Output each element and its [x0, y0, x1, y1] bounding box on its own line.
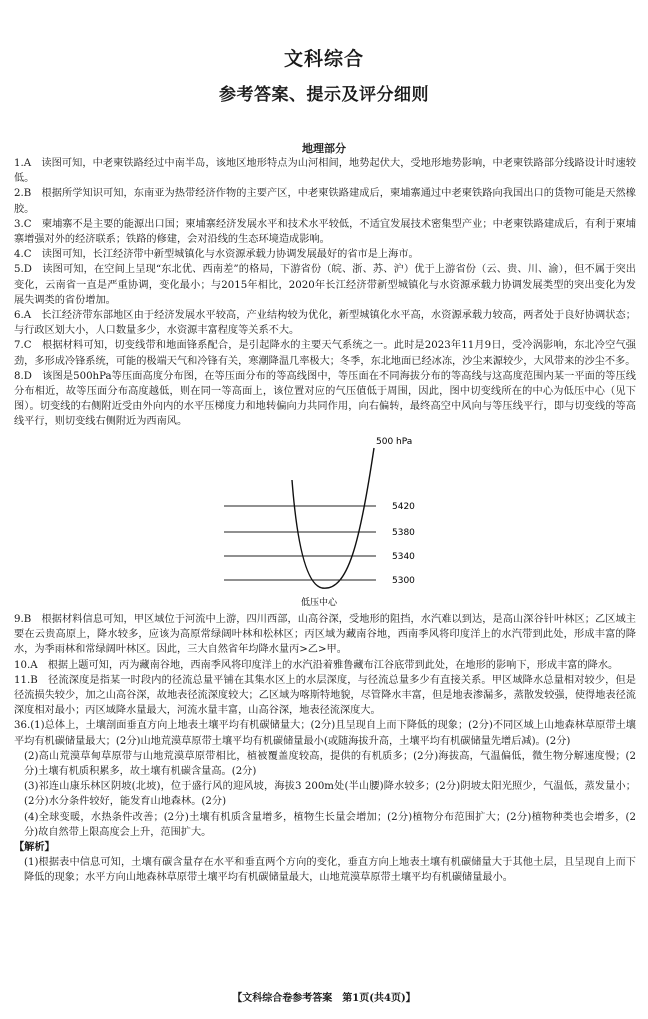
contour-label-3: 5340	[392, 552, 415, 562]
contour-label-4: 5300	[392, 576, 415, 586]
answer-10: 10.A 根据上题可知，丙为藏南谷地，西南季风将印度洋上的水汽沿着雅鲁藏布江谷底带到此处，在地形的影响下，形成丰富的降水。	[14, 659, 619, 671]
answer-36-part4: (4)全球变暖，水热条件改善；(2分)土壤有机质含量增多，植物生长量会增加；(2分)植物分布范围扩大；(2分)植物种类也会增多，(2分)故自然带上限高度会上升，范围扩大。	[24, 811, 636, 838]
trough-curve	[292, 448, 374, 588]
low-pressure-center-label: 低压中心	[301, 598, 338, 608]
answer-36-part1: 36.(1)总体上，土壤剖面垂直方向上地表土壤平均有机碳储量大；(2分)且呈现自上而下降低的现象；(2分)不同区域上山地森林草原带土壤平均有机碳储量最大；(2分)山地荒漠草原带土壤平均有机碳储量最小(或随海拔升高，土壤平均有机碳储量先增后减)。(2分)	[14, 720, 636, 747]
answers-mid	[14, 612, 636, 886]
contour-label-2: 5380	[392, 528, 415, 538]
analysis-text: (1)根据表中信息可知，土壤有碳含量存在水平和垂直两个方向的变化，垂直方向上地表土壤有机碳储量大于其他土层，且呈现自上而下降低的现象；水平方向山地森林草原带土壤平均有机碳储量最大，山地荒漠草原带土壤平均有机碳储量最小。	[24, 857, 636, 884]
answer-3: 3.C 柬埔寨不是主要的能源出口国；柬埔寨经济发展水平和技术水平较低，不适宜发展技术密集型产业；中老柬铁路建成后，有利于柬埔寨增强对外的经济联系；铁路的修建，会对沿线的生态环境造成影响。	[14, 218, 636, 246]
answer-4: 4.C 读图可知，长江经济带中新型城镇化与水资源承载力协调发展最好的省市是上海市。	[14, 249, 419, 261]
pressure-label: 500 hPa	[376, 437, 413, 447]
section-title: 地理部分	[302, 142, 346, 155]
answer-11: 11.B 径流深度是指某一时段内的径流总量平铺在其集水区上的水层深度，与径流总量多少有直接关系。甲区域降水总量相对较少，但是径流损失较少，加之山高谷深，故地表径流深度较大；乙区域为喀斯特地貌，尽管降水丰富，但是地表渗漏多，蒸散发较强，使得地表径流深度相对最小；丙区域降水量最大，河流水量丰富，山高谷深，地表径流深度大。	[14, 674, 636, 717]
answer-6: 6.A 长江经济带东部地区由于经济发展水平较高，产业结构较为优化，新型城镇化水平高，水资源承载力较高，两者处于良好协调状态；与行政区划大小，人口数量多少，水资源丰富程度等关系不大。	[14, 310, 636, 337]
page-subtitle: 参考答案、提示及评分细则	[219, 85, 429, 105]
answer-8: 8.D 该图是500hPa等压面高度分布图，在等压面分布的等高线图中，等压面在不同海拔分布的等高线与这高度范围内某一平面的等压线分布相近，故等压面分布高度越低，则在同一等高面上，该位置对应的气压值低于周围，因此，图中切变线所在的中心为低压中心（见下图）。切变线的右侧附近受由外向内的水平压梯度力和地转偏向力共同作用，向右偏转，最终高空中风向与等压线平行，即与切变线的等高线平行，则切变线右侧附近为西南风。	[14, 370, 636, 428]
answer-36-part2: (2)高山荒漠草甸草原带与山地荒漠草原带相比，植被覆盖度较高，提供的有机质多；(2分)海拔高，气温偏低，微生物分解速度慢；(2分)土壤有机质积累多，故土壤有机碳含量高。(2分)	[24, 750, 636, 778]
page-title: 文科综合	[283, 48, 364, 70]
answer-36-part3: (3)祁连山康乐林区阴坡(北坡)，位于盛行风的迎风坡，海拔3 200m处(半山腰)降水较多；(2分)阴坡太阳光照少，气温低，蒸发量小；(2分)水分条件较好，能发育山地森林。(2分)	[24, 781, 636, 808]
contour-label-1: 5420	[392, 502, 415, 512]
analysis-heading: 【解析】	[14, 841, 55, 854]
answer-9: 9.B 根据材料信息可知，甲区域位于河流中上游，四川西部，山高谷深，受地形的阻挡，水汽难以到达，是高山深谷针叶林区；乙区域主要在云贵高原上，降水较多，应该为高原常绿阔叶林和松林区；丙区域为藏南谷地，西南季风将印度洋上的水汽带到此处，形成丰富的降水，为季雨林和常绿阔叶林区。因此，三大自然省年均降水量丙>乙>甲。	[14, 614, 636, 656]
answer-1: 1.A 读图可知，中老柬铁路经过中南半岛，该地区地形特点为山河相间，地势起伏大，受地形地势影响，中老柬铁路部分线路设计时速较低。	[14, 158, 636, 185]
answer-7: 7.C 根据材料可知，切变线带和地面锋系配合，是引起降水的主要天气系统之一。此时是2023年11月9日，受冷涡影响，东北冷空气强劲，多形成冷锋系统，可能的极端天气和冷锋有关，寒潮降温几率极大；冬季，东北地面已经冰冻，沙尘来源较少，大风带来的沙尘不多。	[14, 340, 636, 367]
isobar-diagram	[200, 432, 430, 610]
page-footer: 【文科综合卷参考答案 第1页(共4页)】	[232, 993, 416, 1004]
answer-5: 5.D 读图可知，在空间上呈现“东北优、西南差”的格局，下游省份（皖、浙、苏、沪）优于上游省份（云、贵、川、渝），但不属于突出变化，云南省一直是严重协调，变化最小；与2015年相比，2020年长江经济带新型城镇化与水资源承载力协调发展类型的突出变化为发展失调类的省份增加。	[14, 264, 636, 306]
answers-top	[14, 156, 636, 430]
answer-2: 2.B 根据所学知识可知，东南亚为热带经济作物的主要产区，中老柬铁路建成后，柬埔寨通过中老柬铁路向我国出口的货物可能是天然橡胶。	[14, 188, 636, 215]
